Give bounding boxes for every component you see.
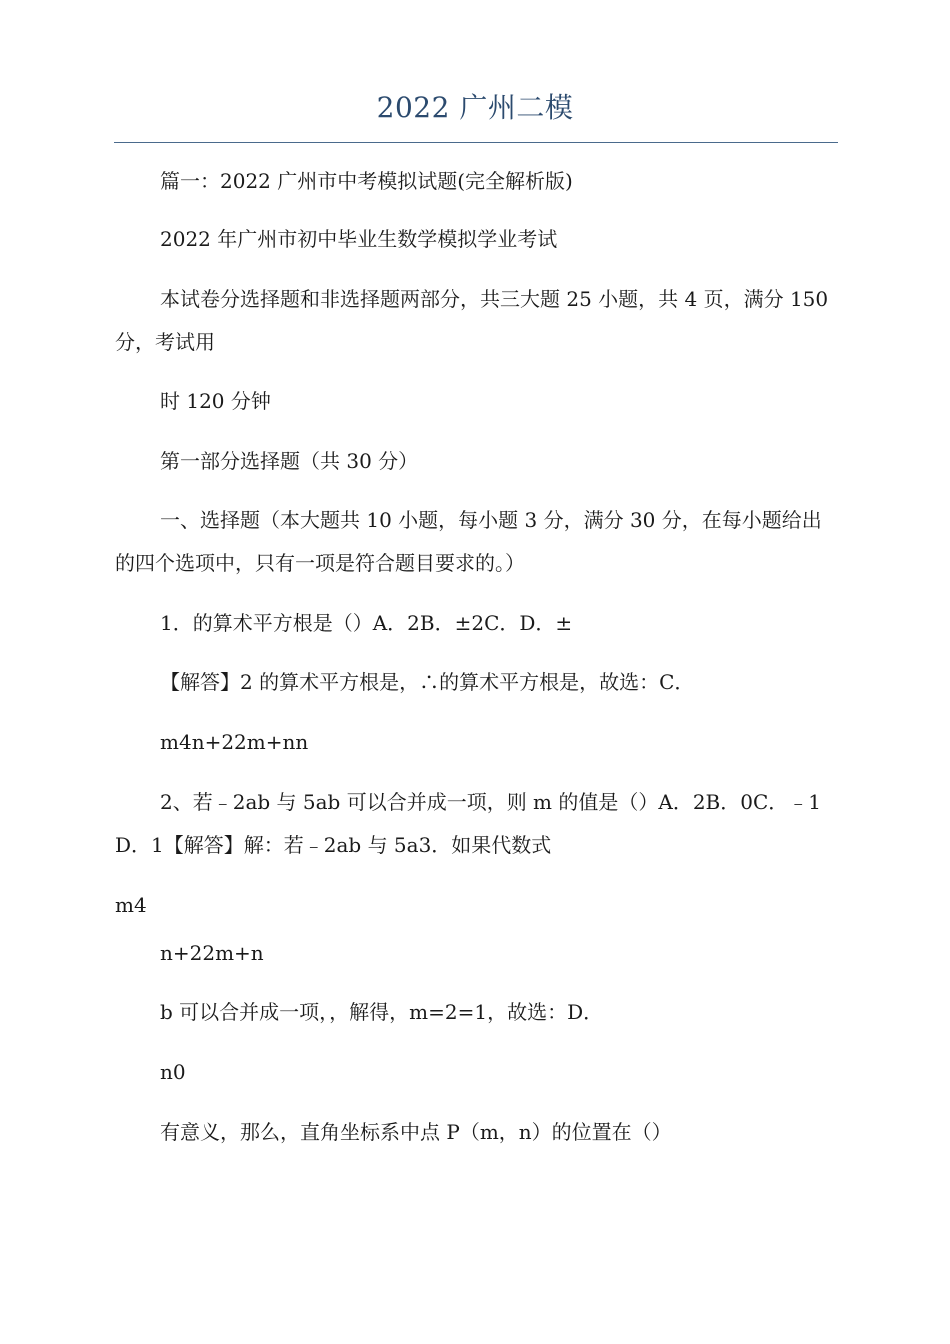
title-divider	[114, 142, 838, 143]
paragraph-fragment-n0: n0	[160, 1060, 186, 1084]
document-title: 2022 广州二模	[376, 91, 574, 124]
paragraph-exam-name: 2022 年广州市初中毕业生数学模拟学业考试	[160, 227, 558, 251]
paragraph-answer-2: b 可以合并成一项，，解得，m=2=1，故选：D．	[160, 1000, 604, 1024]
paragraph-question-1: 1．的算术平方根是（）A．2B．±2C．D．±	[160, 611, 573, 635]
paragraph-article-heading: 篇一：2022 广州市中考模拟试题(完全解析版)	[160, 169, 573, 193]
paragraph-question-2: 2、若﹣2ab 与 5ab 可以合并成一项，则 m 的值是（）A．2B．0C．﹣1D．1【解答】解：若﹣2ab 与 5a3．如果代数式	[115, 790, 821, 857]
paragraph-question-3: 有意义，那么，直角坐标系中点 P（m，n）的位置在（）	[160, 1120, 672, 1144]
paragraph-answer-1: 【解答】2 的算术平方根是，∴的算术平方根是，故选：C．	[160, 670, 695, 694]
paragraph-section-instructions: 一、选择题（本大题共 10 小题，每小题 3 分，满分 30 分，在每小题给出的四个选项中，只有一项是符合题目要求的。）	[115, 508, 822, 575]
paragraph-exam-info: 本试卷分选择题和非选择题两部分，共三大题 25 小题，共 4 页，满分 150 分，考试用	[115, 287, 829, 354]
paragraph-exam-time: 时 120 分钟	[160, 389, 271, 413]
paragraph-fragment-n22mn: n+22m+n	[160, 941, 264, 965]
paragraph-fragment-m4: m4	[115, 893, 147, 917]
paragraph-part-one: 第一部分选择题（共 30 分）	[160, 449, 419, 473]
paragraph-formula-fragment: m4n+22m+nn	[160, 730, 309, 754]
